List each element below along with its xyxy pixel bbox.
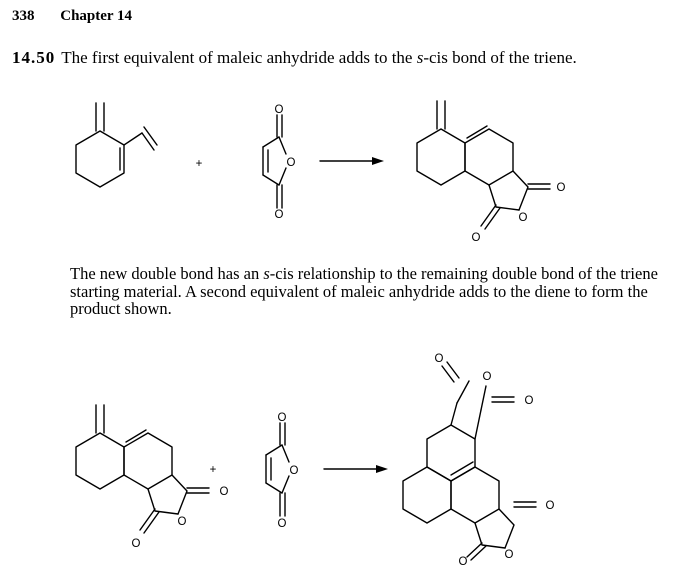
arrowhead-1 <box>372 157 384 165</box>
oxygen-label: O <box>556 182 566 194</box>
maleic-anhydride-2 <box>266 423 289 516</box>
oxygen-label: O <box>545 500 555 512</box>
oxygen-label: O <box>274 209 284 221</box>
oxygen-label: O <box>274 104 284 116</box>
oxygen-label: O <box>277 412 287 424</box>
adduct-structure <box>76 405 209 533</box>
explanation-line-1: The new double bond has an s-cis relationship to the remaining double bond of the triene <box>70 264 658 283</box>
page-number: 338 <box>12 8 35 24</box>
oxygen-label: O <box>518 212 528 224</box>
oxygen-label: O <box>434 353 444 365</box>
oxygen-label: O <box>524 395 534 407</box>
triene-structure <box>76 103 157 187</box>
plus-sign-1: + <box>195 158 203 170</box>
oxygen-label: O <box>219 486 229 498</box>
problem-text-italic: s <box>416 48 424 67</box>
oxygen-label: O <box>277 518 287 530</box>
bis-adduct-product <box>403 362 536 560</box>
problem-number: 14.50 <box>12 48 56 67</box>
oxygen-label: O <box>504 549 514 561</box>
diels-alder-product-1 <box>417 101 550 229</box>
maleic-anhydride-1 <box>263 115 286 208</box>
oxygen-label: O <box>471 232 481 244</box>
plus-sign-2: + <box>209 464 217 476</box>
chapter-title: Chapter 14 <box>60 8 133 24</box>
problem-text-end: -cis bond of the triene. <box>423 48 577 67</box>
arrowhead-2 <box>376 465 388 473</box>
oxygen-label: O <box>482 371 492 383</box>
oxygen-label: O <box>131 538 141 550</box>
oxygen-label: O <box>289 465 299 477</box>
oxygen-label: O <box>286 157 296 169</box>
oxygen-label: O <box>177 516 187 528</box>
explanation-line-2: starting material. A second equivalent of maleic anhydride adds to the diene to form the <box>70 281 648 301</box>
explanation-line-3: product shown. <box>70 299 172 318</box>
problem-text-start: The first equivalent of maleic anhydride adds to the <box>61 48 417 67</box>
oxygen-label: O <box>458 556 468 567</box>
